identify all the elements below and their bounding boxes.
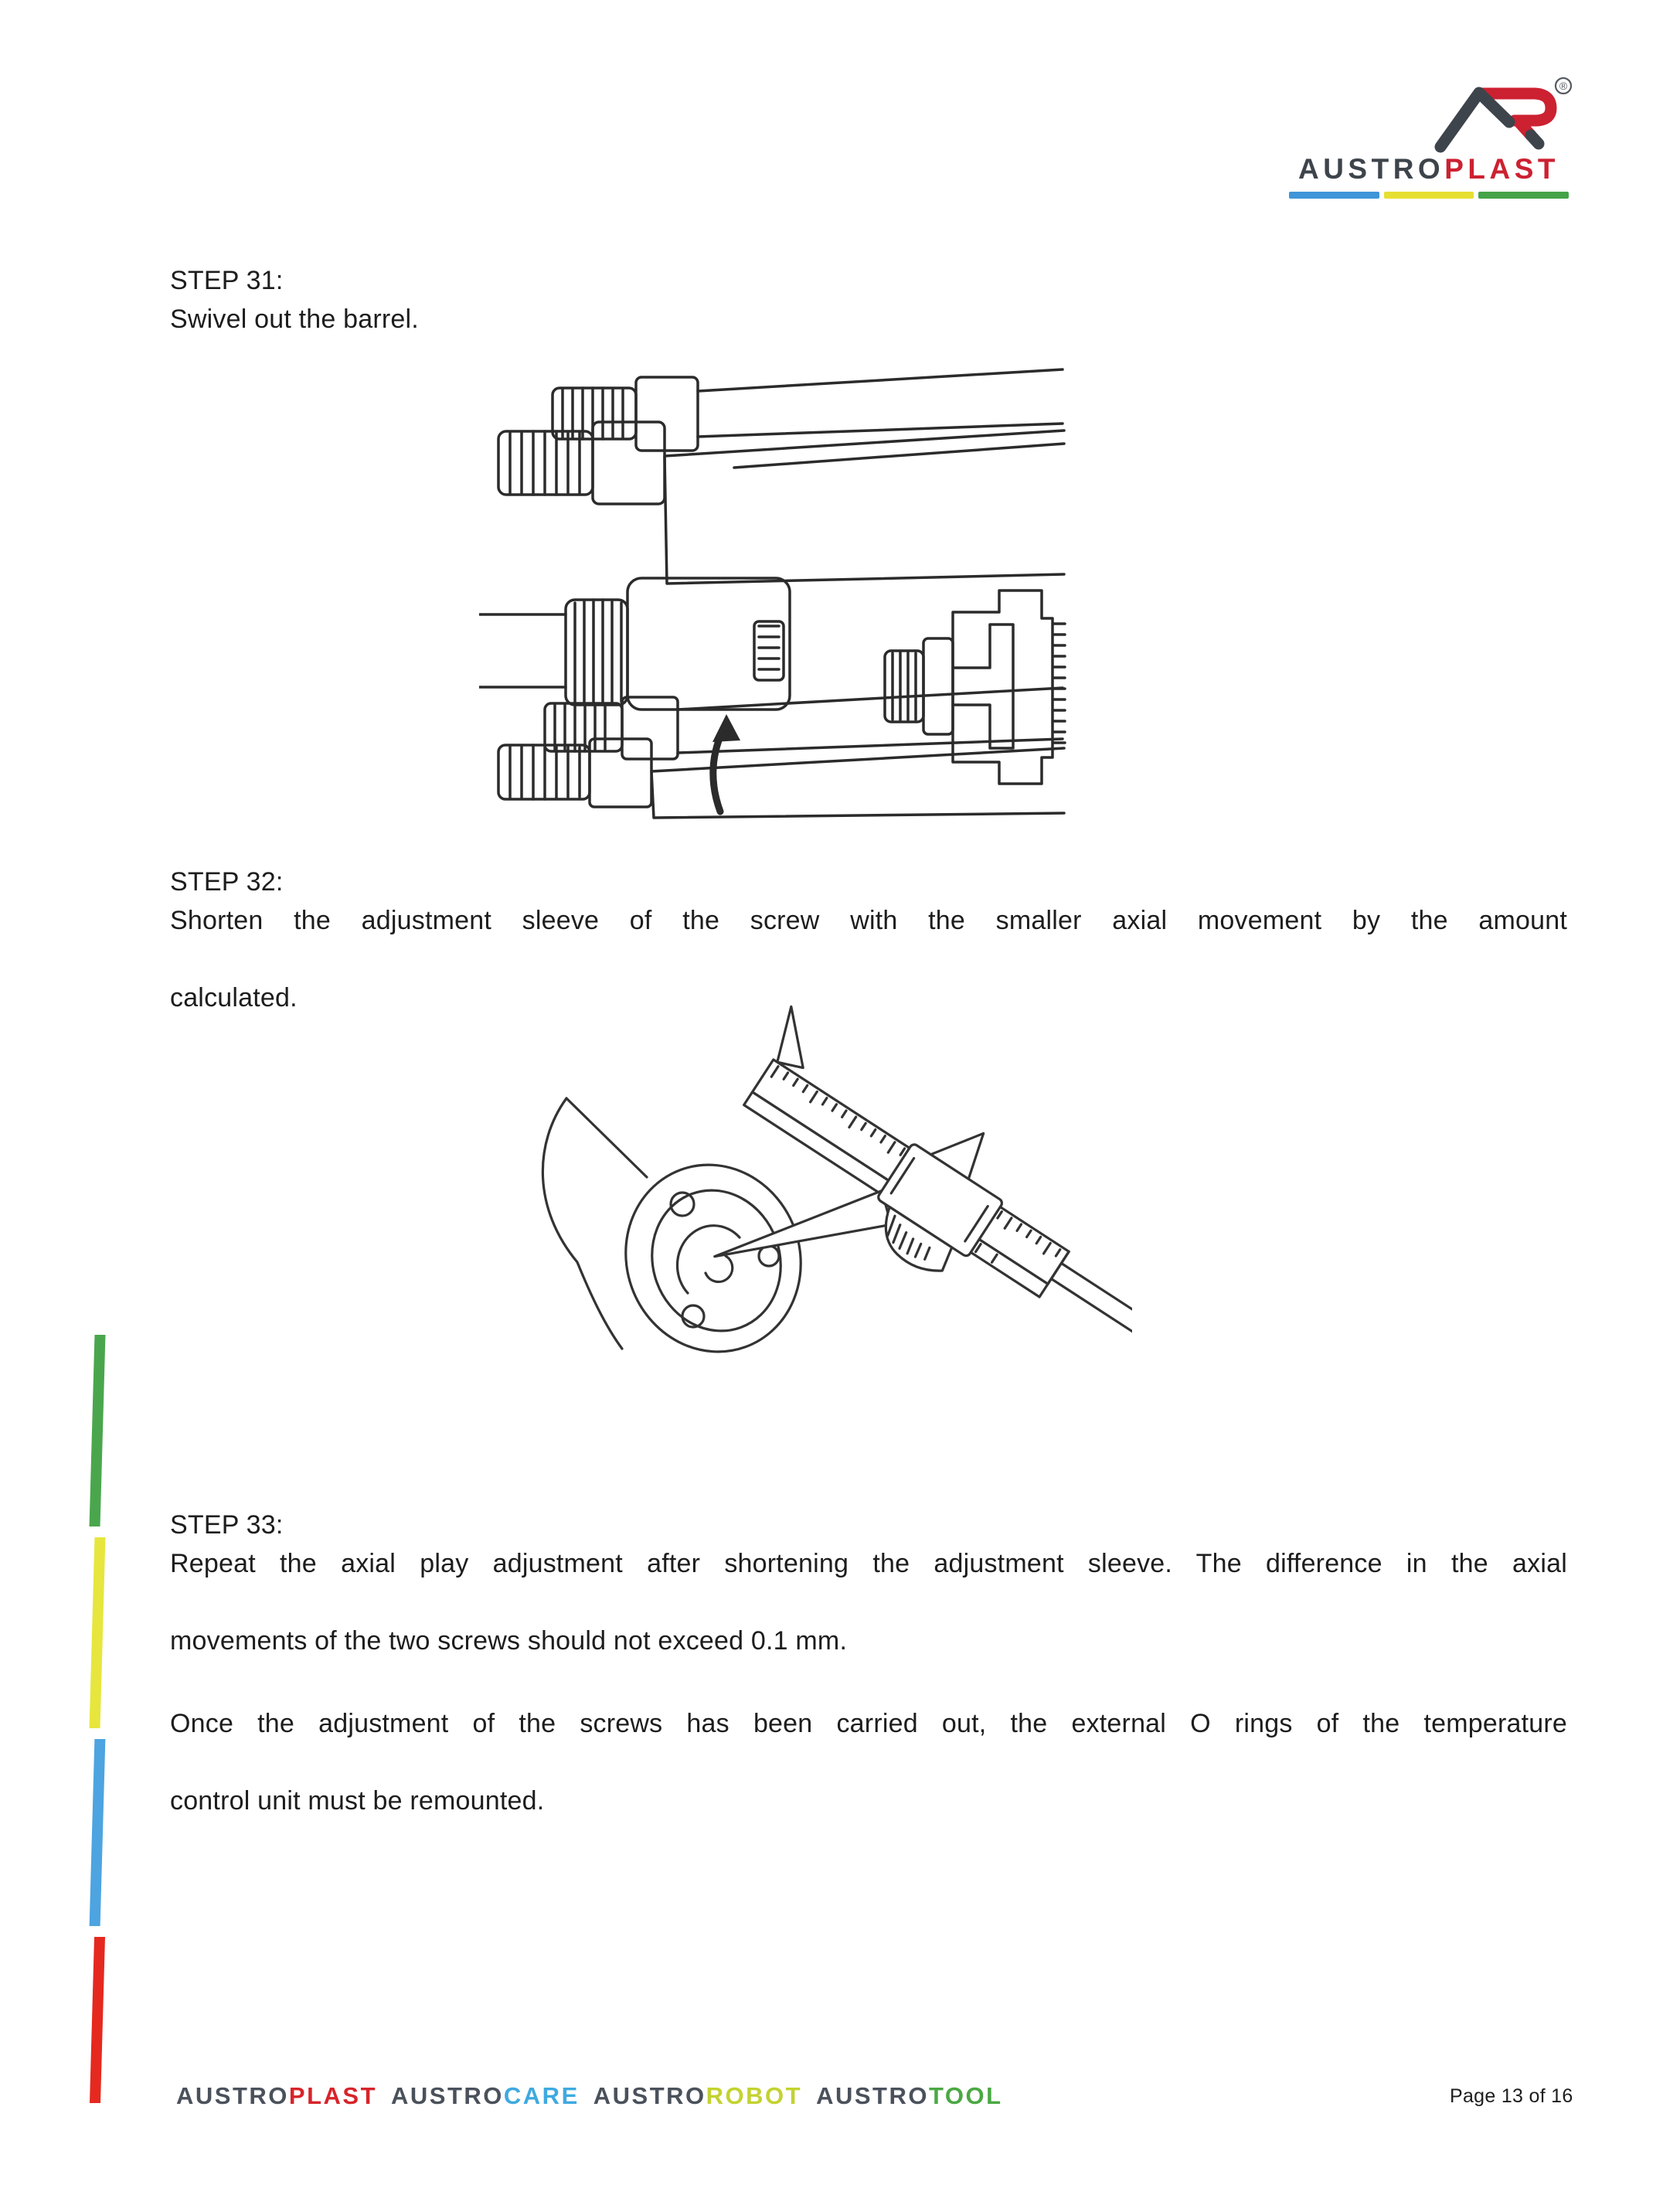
austroplast-logo	[1289, 76, 1569, 199]
logo-tricolor-underline	[1289, 192, 1569, 199]
orings-line2: control unit must be remounted.	[170, 1786, 545, 1816]
step33-body-line2: movements of the two screws should not exceed 0.1 mm.	[170, 1626, 848, 1656]
svg-text:®: ®	[1559, 80, 1568, 92]
logo-word-plast: PLAST	[1444, 153, 1559, 185]
austroplast-monogram-icon	[1430, 76, 1573, 156]
footer-austro-3: AUSTRO	[593, 2082, 706, 2109]
footer-austro-2: AUSTRO	[391, 2082, 504, 2109]
sidebar-red-bar	[90, 1937, 105, 2103]
footer-plast: PLAST	[288, 2082, 378, 2109]
footer-care: CARE	[503, 2082, 580, 2109]
step31-body: Swivel out the barrel.	[170, 305, 419, 334]
sidebar-blue-bar	[90, 1739, 106, 1926]
step31-heading: STEP 31:	[170, 266, 284, 295]
logo-underline-green	[1478, 192, 1569, 199]
barrel-swivel-illustration	[479, 357, 1066, 821]
footer-tool: TOOL	[928, 2082, 1003, 2109]
step33-body-line1: Repeat the axial play adjustment after shortening the adjustment sleeve. The difference in the axial	[170, 1549, 1567, 1578]
step33-heading: STEP 33:	[170, 1510, 284, 1540]
orings-line1: Once the adjustment of the screws has been carried out, the external O rings of the temperature	[170, 1709, 1567, 1738]
logo-underline-yellow	[1384, 192, 1474, 199]
footer-brand-austrocare	[391, 2082, 580, 2110]
sidebar-green-bar	[90, 1335, 106, 1526]
footer-robot: ROBOT	[706, 2082, 803, 2109]
step32-section	[170, 863, 1567, 1017]
logo-underline-blue	[1289, 192, 1379, 199]
logo-word-austro: AUSTRO	[1297, 153, 1445, 185]
caliper-measurement-illustration	[529, 1001, 1132, 1364]
step32-body-line2: calculated.	[170, 983, 298, 1013]
footer-austro-4: AUSTRO	[816, 2082, 929, 2109]
footer-brand-austrotool	[816, 2082, 1002, 2110]
footer-brand-austrorobot	[593, 2082, 802, 2110]
step31-section	[170, 261, 1567, 339]
footer-brand-austroplast	[176, 2082, 377, 2110]
orings-paragraph	[170, 1704, 1567, 1820]
step33-section	[170, 1506, 1567, 1660]
step32-body-line1: Shorten the adjustment sleeve of the screw with the smaller axial movement by the amount	[170, 906, 1567, 935]
sidebar-yellow-bar	[90, 1537, 106, 1728]
page-number-label: Page 13 of 16	[1450, 2085, 1573, 2107]
footer-austro-1: AUSTRO	[176, 2082, 289, 2109]
footer-brand-strip	[176, 2082, 1003, 2110]
logo-wordmark	[1289, 155, 1569, 185]
step32-heading: STEP 32:	[170, 867, 284, 897]
